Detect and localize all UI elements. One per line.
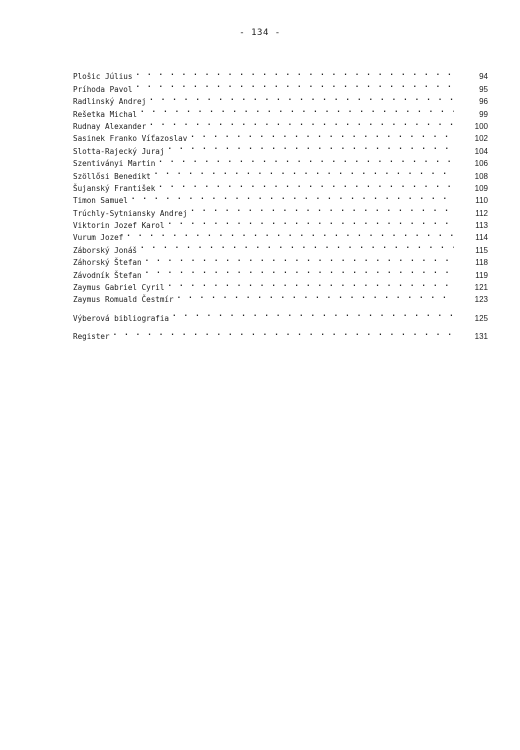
- toc-entry-page: 114: [475, 233, 488, 243]
- leader-dots: [167, 278, 454, 290]
- toc-entry-page: 100: [474, 121, 488, 131]
- toc-entry: [73, 67, 488, 82]
- leader-dots: [167, 141, 454, 153]
- leader-dots: [131, 191, 454, 203]
- toc-entry-page: 99: [479, 109, 488, 119]
- toc-entry-name: Viktorin Jozef Karol: [73, 221, 165, 231]
- toc-entry: [73, 79, 488, 94]
- leader-dots: [149, 92, 454, 104]
- leader-dots: [135, 67, 454, 79]
- toc-entry-page: 119: [475, 270, 488, 280]
- leader-dots: [145, 265, 454, 277]
- leader-dots: [167, 216, 454, 228]
- toc-entry-page: 109: [474, 183, 488, 193]
- leader-dots: [190, 129, 454, 141]
- toc-entry-name: Szöllősi Benedikt: [73, 171, 151, 181]
- leader-dots: [140, 104, 454, 116]
- leader-dots: [140, 240, 454, 252]
- toc-entry-name: Timon Samuel: [73, 196, 128, 206]
- toc-entry-page: 95: [479, 84, 488, 94]
- toc-entry-name: Szentiványi Martin: [73, 159, 156, 169]
- leader-dots: [113, 327, 454, 339]
- toc-entry: [73, 228, 488, 243]
- toc-entry-name: Trúchly-Sytniansky Andrej: [73, 208, 188, 218]
- toc-entry-name: Závodník Štefan: [73, 270, 142, 280]
- leader-dots: [158, 179, 454, 191]
- toc-entry-name: Šujanský František: [73, 183, 156, 193]
- toc-entry-page: 113: [475, 221, 488, 231]
- page-number: - 134 -: [239, 28, 281, 38]
- toc-entry-name: Výberová bibliografia: [73, 313, 170, 323]
- toc-entry-page: 108: [474, 171, 488, 181]
- toc-entry-name: Rudnay Alexander: [73, 121, 147, 131]
- toc-entry-register: [73, 327, 488, 342]
- toc-entry-name: Vurum Jozef: [73, 233, 124, 243]
- toc-entry-page: 96: [479, 97, 488, 107]
- toc-entry-page: 125: [474, 313, 488, 323]
- toc-entry-page: 94: [479, 72, 488, 82]
- toc-entry-page: 118: [475, 258, 488, 268]
- toc-entry-name: Príhoda Pavol: [73, 84, 133, 94]
- toc-entry-page: 115: [475, 245, 488, 255]
- leader-dots: [190, 203, 454, 215]
- table-of-contents: [73, 67, 488, 342]
- toc-entry-page: 104: [474, 146, 488, 156]
- toc-entry-page: 110: [475, 196, 488, 206]
- toc-entry-page: 123: [474, 295, 488, 305]
- toc-entry: [73, 191, 488, 206]
- leader-dots: [135, 79, 454, 91]
- toc-entry-name: Register: [73, 332, 110, 342]
- toc-entry-page: 102: [474, 134, 488, 144]
- toc-entry-page: 121: [474, 283, 488, 293]
- toc-entry-page: 106: [474, 159, 488, 169]
- leader-dots: [158, 154, 454, 166]
- toc-entry-name: Slotta-Rajecký Juraj: [73, 146, 165, 156]
- leader-dots: [154, 166, 454, 178]
- toc-entry: [73, 203, 488, 218]
- toc-entry-page: 131: [474, 332, 488, 342]
- leader-dots: [145, 253, 454, 265]
- toc-entry-name: Sasinek Franko Víťazoslav: [73, 134, 188, 144]
- toc-entry: [73, 240, 488, 255]
- toc-entry-bibliography: [73, 308, 488, 323]
- toc-entry-name: Záborský Jonáš: [73, 245, 138, 255]
- leader-dots: [149, 117, 454, 129]
- toc-entry-name: Ploŝic Július: [73, 72, 133, 82]
- leader-dots: [126, 228, 454, 240]
- toc-entry-name: Rešetka Michal: [73, 109, 138, 119]
- toc-entry-name: Radlinský Andrej: [73, 97, 147, 107]
- leader-dots: [172, 308, 454, 320]
- toc-entry-page: 112: [475, 208, 488, 218]
- toc-entry-name: Záhorský Štefan: [73, 258, 142, 268]
- toc-entry-name: Zaymus Romuald Čestmír: [73, 295, 174, 305]
- toc-entry-name: Zaymus Gabriel Cyril: [73, 283, 165, 293]
- leader-dots: [177, 290, 454, 302]
